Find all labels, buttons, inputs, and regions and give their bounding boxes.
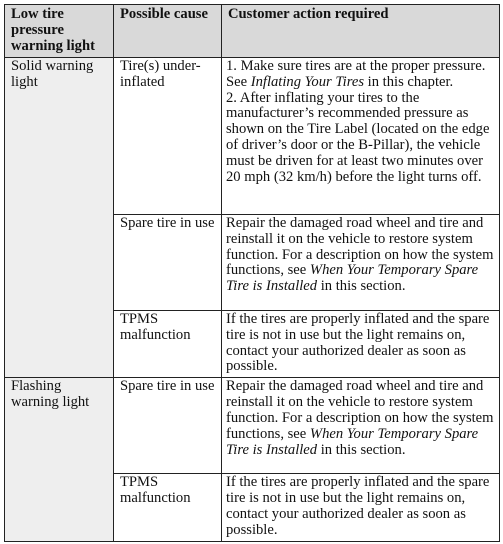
cause-cell: Tire(s) under-inflated — [114, 57, 222, 214]
action-cell: If the tires are properly inflated and the spare tire is not in use but the light remains on, contact your authorized dealer as soon as possible. — [222, 310, 500, 378]
reference-temporary-spare: When Your Temporary Spare Tire is Installed — [226, 262, 479, 295]
tpms-table-container — [4, 4, 499, 542]
action-cell — [222, 57, 500, 214]
cause-cell: Spare tire in use — [114, 214, 222, 310]
action-cell: If the tires are properly inflated and the spare tire is not in use but the light remains on, contact your authorized dealer as soon as possible. — [222, 474, 500, 542]
action-cell: Repair the damaged road wheel and tire and reinstall it on the vehicle to restore system function. For a description on how the system functions, see When Your Temporary Spare Tire is Installed in this section. — [222, 214, 500, 310]
cause-cell: TPMS malfunction — [114, 310, 222, 378]
action-step-1: 1. Make sure tires are at the proper pressure. See Inflating Your Tires in this chapter. — [226, 57, 486, 90]
table-row — [5, 57, 500, 214]
table-header-row — [5, 5, 500, 58]
action-cell: Repair the damaged road wheel and tire and reinstall it on the vehicle to restore system function. For a description on how the system functions, see When Your Temporary Spare Tire is Installed in this section. — [222, 378, 500, 474]
header-possible-cause: Possible cause — [114, 5, 222, 58]
warning-light-solid: Solid warning light — [5, 57, 114, 378]
header-warning-light: Low tire pressure warning light — [5, 5, 114, 58]
warning-light-flashing: Flashing warning light — [5, 378, 114, 542]
tpms-warning-table — [4, 4, 500, 542]
action-step-2: 2. After inflating your tires to the manufacturer’s recommended pressure as shown on the Tire Label (located on the edge of driver’s door or the B-Pillar), the vehicle must be driven for at least two minutes over 20 mph (32 km/h) before the light turns off. — [226, 89, 490, 186]
cause-cell: TPMS malfunction — [114, 474, 222, 542]
header-customer-action: Customer action required — [222, 5, 500, 58]
reference-inflating-tires: Inflating Your Tires — [250, 73, 365, 90]
reference-temporary-spare: When Your Temporary Spare Tire is Installed — [226, 426, 479, 458]
table-row — [5, 378, 500, 474]
cause-cell: Spare tire in use — [114, 378, 222, 474]
